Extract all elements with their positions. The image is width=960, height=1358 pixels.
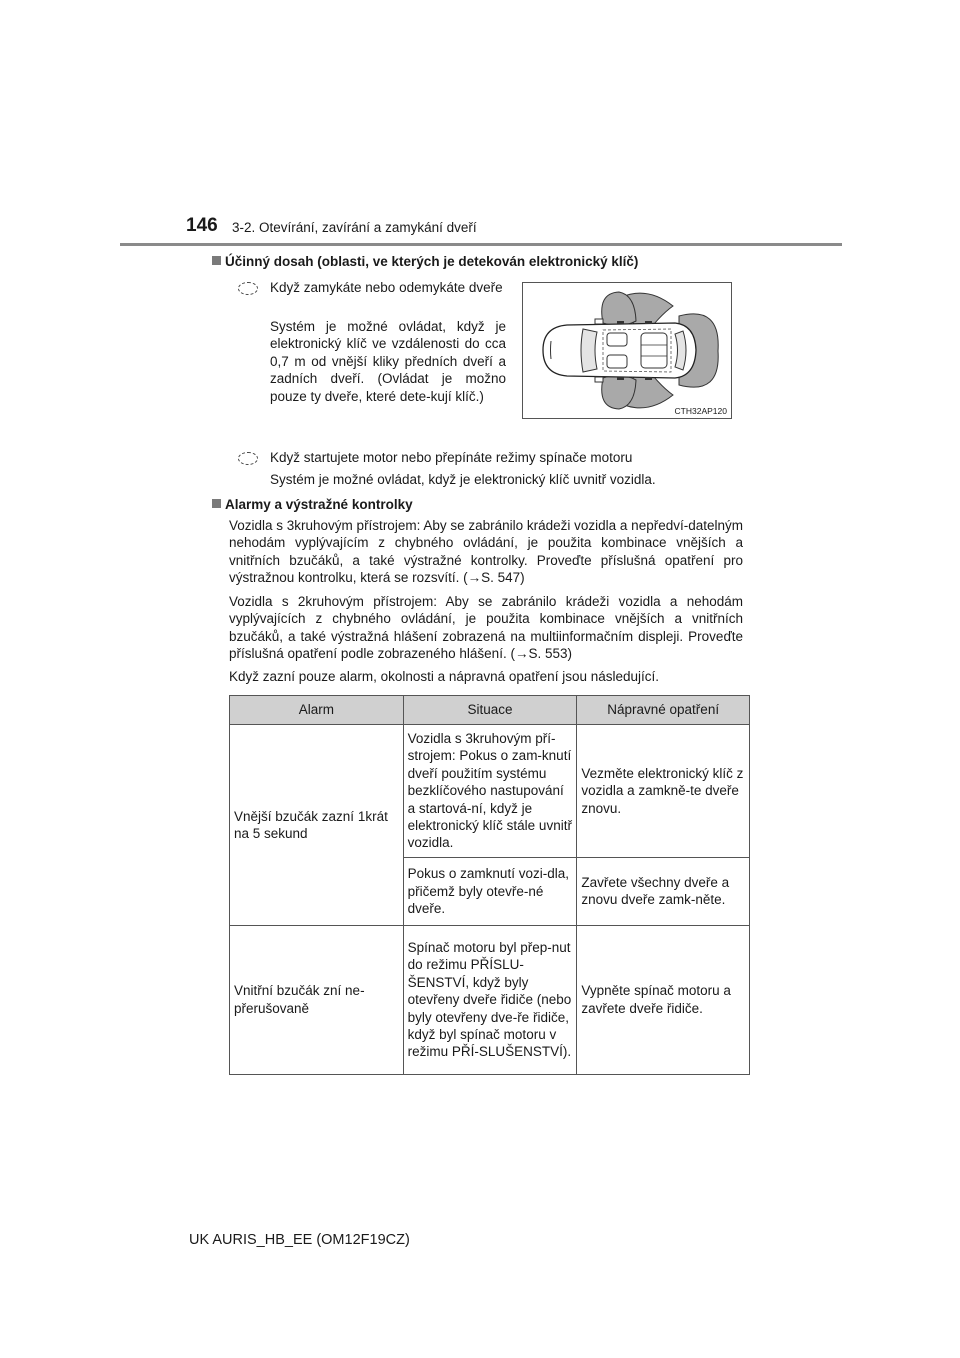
item2-body: Systém je možné ovládat, když je elektronický klíč uvnitř vozidla. (270, 472, 656, 487)
section-heading-alarms (212, 497, 413, 512)
situation-cell: Pokus o zamknutí vozi-dla, přičemž byly otevře-né dveře. (403, 857, 577, 925)
column-header: Nápravné opatření (577, 696, 750, 725)
item1-title: Když zamykáte nebo odemykáte dveře (270, 280, 503, 295)
table-header-row (230, 696, 750, 725)
paragraph-2-ring: Vozidla s 2kruhovým přístrojem: Aby se zabránilo krádeži vozidla a nehodám vyplývajících z chybného ovládání, je použita kombinace vnějších a vnitřních bzučáků, a také výstražná hlášení zobrazená na multiinformačním displeji. Proveďte příslušná opatření podle zobrazeného hlášení. (→S. 553) (229, 594, 743, 662)
action-cell: Zavřete všechny dveře a znovu dveře zamk-něte. (577, 857, 750, 925)
marker-oval-icon (238, 452, 258, 465)
figure-code: CTH32AP120 (674, 406, 727, 416)
car-range-illustration (523, 283, 731, 418)
table-row (230, 725, 750, 858)
situation-cell: Spínač motoru byl přep-nut do režimu PŘÍSLU-ŠENSTVÍ, když byly otevřeny dveře řidiče (nebo byly otevřeny dve-ře řidiče, když byl spínač motoru v režimu PŘÍ-SLUŠENSTVÍ). (403, 925, 577, 1074)
footer-model-code: UK AURIS_HB_EE (OM12F19CZ) (189, 1232, 410, 1248)
alarm-table (229, 695, 750, 1075)
bullet-square-icon (212, 499, 221, 508)
action-cell: Vezměte elektronický klíč z vozidla a zamkně-te dveře znovu. (577, 725, 750, 858)
header-rule (120, 243, 842, 246)
section-heading-range (212, 254, 638, 269)
alarm-cell: Vnitřní bzučák zní ne-přerušovaně (230, 925, 404, 1074)
bullet-square-icon (212, 256, 221, 265)
situation-cell: Vozidla s 3kruhovým pří-strojem: Pokus o zam-knutí dveří použitím systému bezklíčového nastupování a startová-ní, když je elektronický klíč stále uvnitř vozidla. (403, 725, 577, 858)
action-cell: Vypněte spínač motoru a zavřete dveře řidiče. (577, 925, 750, 1074)
table-row (230, 925, 750, 1074)
item2-title: Když startujete motor nebo přepínáte režimy spínače motoru (270, 450, 633, 465)
column-header: Alarm (230, 696, 404, 725)
key-range-figure (522, 282, 732, 419)
paragraph-intro: Když zazní pouze alarm, okolnosti a nápravná opatření jsou následující. (229, 669, 660, 684)
marker-oval-icon (238, 282, 258, 295)
column-header: Situace (403, 696, 577, 725)
paragraph-3-ring: Vozidla s 3kruhovým přístrojem: Aby se zabránilo krádeži vozidla a nepředví-datelným nehodám vyplývajícím z chybného ovládání, je použita kombinace vnějších a vnitřních bzučáků, a také výstražné kontrolky. Proveďte příslušná opatření pro výstražnou kontrolku, která se rozsvítí. (→S. 547) (229, 518, 743, 586)
alarm-cell: Vnější bzučák zazní 1krát na 5 sekund (230, 725, 404, 926)
page-number: 146 (186, 215, 218, 236)
item1-body: Systém je možné ovládat, když je elektronický klíč ve vzdálenosti do cca 0,7 m od vnější kliky předních dveří a zadních dveří. (Ovládat je možno pouze ty dveře, které dete-kují klíč.) (270, 319, 506, 404)
section-title: 3-2. Otevírání, zavírání a zamykání dveří (232, 220, 477, 235)
heading-text: Účinný dosah (oblasti, ve kterých je detekován elektronický klíč) (225, 254, 639, 269)
heading-text: Alarmy a výstražné kontrolky (225, 497, 413, 512)
